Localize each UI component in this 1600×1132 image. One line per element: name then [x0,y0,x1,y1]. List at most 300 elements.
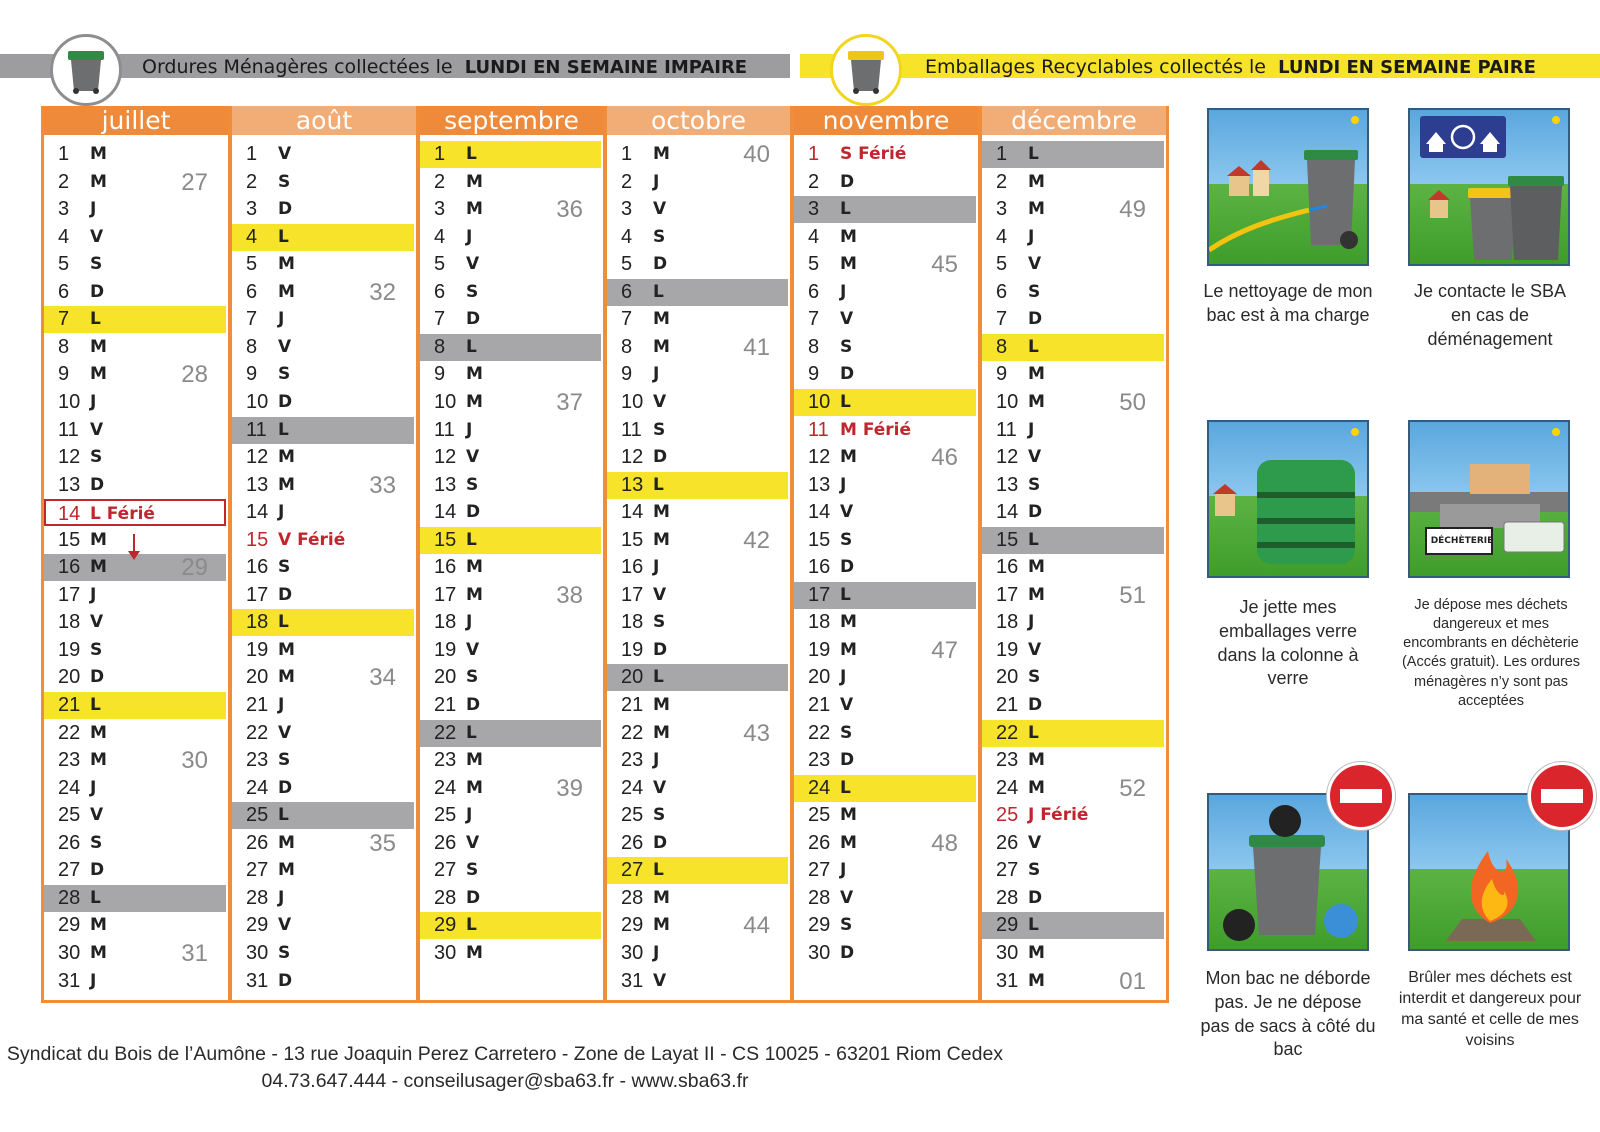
weekday-letter: M [653,915,670,936]
day-number: 10 [621,390,644,413]
week-number: 30 [181,747,208,775]
day-row [420,692,601,719]
day-number: 2 [621,170,633,193]
day-number: 20 [434,666,457,689]
day-number: 24 [246,776,269,799]
weekday-letter: M [466,777,483,798]
day-number: 21 [996,694,1019,716]
day-number: 14 [996,501,1019,524]
day-row [420,169,601,196]
day-number: 3 [621,198,633,221]
weekday-letter: V [653,777,667,798]
day-row [794,224,976,251]
weekday-letter: M [840,832,857,853]
month-header: août [232,106,416,138]
day-row [982,637,1164,664]
weekday-letter: L [466,722,477,743]
day-number: 30 [621,941,644,964]
day-row [44,472,226,499]
month-header: décembre [982,106,1166,138]
day-row [607,389,788,416]
weekday-letter: D [90,281,105,302]
day-number: 18 [434,611,457,634]
weekday-letter: L [653,474,664,495]
day-number: 11 [621,418,642,441]
weekday-letter: M [466,584,483,605]
footer-address: Syndicat du Bois de l’Aumône - 13 rue Joaquin Perez Carretero - Zone de Layat II - CS 10025 - 63201 Riom Cedex [6,1043,1004,1065]
day-row [794,830,976,857]
weekday-letter: S [653,226,666,247]
day-number: 5 [621,253,633,276]
tip-cleaning: Le nettoyage de mon bac est à ma charge [1203,281,1373,325]
day-number: 30 [996,941,1019,964]
day-row [607,499,788,526]
day-number: 21 [434,694,457,716]
day-row [794,885,976,912]
day-row [232,279,414,306]
calendar-grid [41,106,1169,1003]
weekday-letter: S Férié [840,144,907,164]
weekday-letter: L [278,805,289,826]
day-row [982,968,1164,995]
weekday-letter: M [840,612,857,633]
day-number: 18 [246,611,269,634]
day-row [420,306,601,333]
weekday-letter: M [90,364,107,385]
weekday-letter: J [278,309,285,330]
day-number: 28 [621,886,644,909]
day-row [420,582,601,609]
day-number: 30 [58,941,81,964]
weekday-letter: L [466,915,477,936]
day-row [44,775,226,802]
weekday-letter: M [278,860,295,881]
day-row [794,444,976,471]
weekday-letter: J [653,364,660,385]
day-row [794,389,976,416]
day-row [232,554,414,581]
weekday-letter: M [653,722,670,743]
weekday-letter: V [840,695,854,715]
glass-column-illustration [1207,420,1369,578]
day-number: 9 [621,363,633,386]
day-row [232,224,414,251]
weekday-letter: J [840,474,847,495]
day-row [607,361,788,388]
day-number: 22 [996,721,1019,744]
weekday-letter: S [90,447,103,468]
day-number: 15 [808,528,831,551]
weekday-letter: M [1028,557,1045,578]
day-number: 12 [996,446,1019,469]
day-row [232,169,414,196]
day-row [232,582,414,609]
day-row [794,692,976,719]
tip-glass: Je jette mes emballages verre dans la colonne à verre [1217,597,1359,689]
day-number: 25 [808,804,831,827]
day-row [232,389,414,416]
weekday-letter: J [466,612,473,633]
day-row [44,830,226,857]
day-number: 27 [434,859,457,882]
weekday-letter: M [653,695,670,715]
weekday-letter: S [278,750,291,771]
weekday-letter: J [278,502,285,523]
tip-dechetterie: Je dépose mes déchets dangereux et mes encombrants en déchèterie (Accés gratuit). Les ordures ménagères n’y sont pas acceptées [1401,597,1581,709]
day-number: 11 [246,418,267,441]
day-row [794,196,976,223]
weekday-letter: M [278,832,295,853]
day-row [44,499,226,526]
day-number: 2 [434,170,446,193]
day-row [44,444,226,471]
day-number: 20 [808,666,831,689]
day-number: 22 [434,721,457,744]
day-row [794,775,976,802]
day-row [420,912,601,939]
week-number: 44 [743,912,770,940]
weekday-letter: D [90,667,105,688]
weekday-letter: L [653,281,664,302]
weekday-letter: L [840,777,851,798]
day-row [44,747,226,774]
weekday-letter: D [466,502,481,523]
weekday-letter: D [90,860,105,881]
weekday-letter: J [90,584,97,605]
weekday-letter: S [466,281,479,302]
day-row [794,334,976,361]
day-row [982,417,1164,444]
day-row [794,554,976,581]
day-number: 29 [58,914,81,937]
weekday-letter: V [278,336,292,357]
day-row [607,747,788,774]
day-number: 10 [434,390,457,413]
day-row [420,361,601,388]
weekday-letter: S [90,639,103,660]
tip-overflow: Mon bac ne déborde pas. Je ne dépose pas de sacs à côté du bac [1200,968,1376,1060]
day-row [420,857,601,884]
tip-burning: Brûler mes déchets est interdit et dangereux pour ma santé et celle de mes voisins [1398,969,1582,1050]
day-row [607,527,788,554]
day-row [420,279,601,306]
day-row [607,912,788,939]
weekday-letter: M [840,447,857,468]
weekday-letter: J [90,970,97,991]
day-number: 2 [808,170,820,193]
day-number: 7 [621,308,633,331]
weekday-letter: L [278,226,289,247]
footer-contact: 04.73.647.444 - conseilusager@sba63.fr - www.sba63.fr [261,1070,749,1092]
weekday-letter: J [653,171,660,192]
day-number: 13 [621,473,644,496]
day-number: 9 [58,363,70,386]
week-number: 45 [931,251,958,279]
day-number: 3 [434,198,446,221]
day-number: 15 [621,528,644,551]
day-row [232,912,414,939]
day-number: 24 [58,776,81,799]
weekday-letter: M [278,667,295,688]
weekday-letter: M [1028,584,1045,605]
day-number: 9 [996,363,1008,386]
day-row [44,169,226,196]
weekday-letter: M [278,281,295,302]
day-number: 6 [621,280,633,303]
day-number: 15 [434,528,457,551]
week-number: 48 [931,829,958,857]
weekday-letter: L [466,529,477,550]
day-number: 24 [996,776,1019,799]
day-number: 6 [434,280,446,303]
day-row [794,664,976,691]
day-row [44,582,226,609]
month-separator [603,106,607,1000]
weekday-letter: M [653,529,670,550]
weekday-letter: M [840,639,857,660]
prohibited-icon [1528,762,1596,830]
day-row [982,196,1164,223]
day-number: 13 [434,473,457,496]
day-number: 25 [621,804,644,827]
weekday-letter: M [653,309,670,330]
weekday-letter: D [653,254,668,275]
day-row [794,720,976,747]
day-row [420,637,601,664]
day-number: 1 [434,143,446,165]
day-row [794,747,976,774]
day-number: 8 [996,335,1008,358]
day-number: 18 [621,611,644,634]
weekday-letter: V [1028,639,1042,660]
weekday-letter: M [1028,970,1045,991]
day-number: 14 [621,501,644,524]
day-row [607,582,788,609]
weekday-letter: M [1028,199,1045,220]
weekday-letter: V [653,199,667,220]
weekday-letter: D [1028,887,1043,908]
weekday-letter: D [1028,695,1043,715]
day-row [44,361,226,388]
weekday-letter: L [1028,336,1039,357]
weekday-letter: S [653,805,666,826]
weekday-letter: L [653,860,664,881]
month-header: novembre [794,106,978,138]
weekday-letter: D [653,639,668,660]
month-separator [228,106,232,1000]
weekday-letter: D [466,309,481,330]
day-number: 24 [621,776,644,799]
day-row [794,472,976,499]
weekday-letter: L [653,667,664,688]
day-number: 17 [621,583,644,606]
day-row [44,692,226,719]
week-number: 36 [556,196,583,224]
day-number: 15 [996,528,1019,551]
weekday-letter: S [653,419,666,440]
weekday-letter: M [1028,171,1045,192]
weekday-letter: J [466,226,473,247]
day-number: 5 [58,253,70,276]
weekday-letter: V Férié [278,529,346,550]
day-number: 5 [246,253,258,276]
day-number: 1 [808,143,820,165]
day-row [794,279,976,306]
day-number: 21 [246,694,269,716]
week-number: 39 [556,774,583,802]
day-number: 31 [996,969,1019,992]
day-row [232,306,414,333]
month-column-octobre [607,106,790,1000]
weekday-letter: S [840,915,853,936]
weekday-letter: J [1028,612,1035,633]
weekday-letter: M [90,722,107,743]
day-row [607,664,788,691]
day-row [232,940,414,967]
day-number: 26 [58,831,81,854]
day-number: 16 [58,556,81,579]
week-number: 42 [743,526,770,554]
day-number: 19 [246,638,269,661]
day-row [232,720,414,747]
day-row [607,968,788,995]
day-number: 3 [246,198,258,221]
week-number: 43 [743,719,770,747]
weekday-letter: S [1028,667,1041,688]
day-number: 20 [246,666,269,689]
weekday-letter: M [90,557,107,578]
day-number: 26 [996,831,1019,854]
day-row [607,885,788,912]
day-number: 5 [808,253,820,276]
weekday-letter: L [840,584,851,605]
day-row [44,912,226,939]
day-number: 22 [246,721,269,744]
day-row [794,499,976,526]
day-row [232,334,414,361]
weekday-letter: M [90,750,107,771]
weekday-letter: M [466,364,483,385]
weekday-letter: J [278,887,285,908]
weekday-letter: V [653,970,667,991]
weekday-letter: L [466,144,477,164]
day-row [44,279,226,306]
day-row [420,417,601,444]
day-number: 4 [58,225,70,248]
day-number: 5 [434,253,446,276]
weekday-letter: D [1028,309,1043,330]
week-number: 51 [1119,581,1146,609]
day-number: 3 [808,198,820,221]
weekday-letter: V [278,915,292,936]
day-number: 27 [808,859,831,882]
day-row [982,499,1164,526]
day-row [232,141,414,168]
day-row [794,609,976,636]
er-collection-text: Emballages Recyclables collectés le LUNDI EN SEMAINE PAIRE [925,56,1536,78]
day-number: 1 [246,143,258,165]
day-number: 28 [434,886,457,909]
day-number: 27 [996,859,1019,882]
day-number: 12 [58,446,81,469]
day-number: 17 [246,583,269,606]
weekday-letter: D [466,695,481,715]
weekday-letter: D [278,391,293,412]
day-row [982,775,1164,802]
day-row [232,196,414,223]
weekday-letter: J [466,419,473,440]
day-row [420,940,601,967]
weekday-letter: D [278,970,293,991]
day-number: 28 [246,886,269,909]
day-number: 17 [434,583,457,606]
weekday-letter: S [653,612,666,633]
day-row [420,499,601,526]
day-row [607,775,788,802]
day-row [982,279,1164,306]
day-row [607,472,788,499]
day-row [232,857,414,884]
weekday-letter: M [840,254,857,275]
day-row [44,141,226,168]
day-number: 28 [996,886,1019,909]
om-collection-text: Ordures Ménagères collectées le LUNDI EN SEMAINE IMPAIRE [142,56,748,78]
weekday-letter: V [278,144,292,164]
weekday-letter: S [278,942,291,963]
weekday-letter: D [278,584,293,605]
week-number: 29 [181,554,208,582]
day-row [794,857,976,884]
weekday-letter: L [466,336,477,357]
tip-moving: Je contacte le SBA en cas de déménagement [1413,281,1567,349]
day-row [420,554,601,581]
day-number: 25 [996,804,1019,827]
day-row [982,830,1164,857]
weekday-letter: M [466,171,483,192]
day-row [982,692,1164,719]
day-number: 1 [621,143,633,165]
day-number: 11 [808,418,829,441]
day-row [982,251,1164,278]
day-number: 15 [58,528,81,551]
day-row [232,527,414,554]
day-row [232,885,414,912]
day-row [44,637,226,664]
day-number: 12 [246,446,269,469]
day-row [794,582,976,609]
weekday-letter: M [1028,750,1045,771]
week-number: 41 [743,333,770,361]
day-row [982,912,1164,939]
day-number: 25 [246,804,269,827]
day-row [607,444,788,471]
day-number: 2 [58,170,70,193]
weekday-letter: D [653,832,668,853]
weekday-letter: D [840,750,855,771]
day-row [44,334,226,361]
week-number: 34 [369,664,396,692]
month-header: octobre [607,106,790,138]
weekday-letter: M [466,942,483,963]
day-number: 2 [996,170,1008,193]
day-row [982,361,1164,388]
day-row [982,224,1164,251]
day-row [420,251,601,278]
day-number: 18 [58,611,81,634]
day-number: 23 [996,749,1019,772]
day-number: 18 [996,611,1019,634]
day-number: 6 [996,280,1008,303]
